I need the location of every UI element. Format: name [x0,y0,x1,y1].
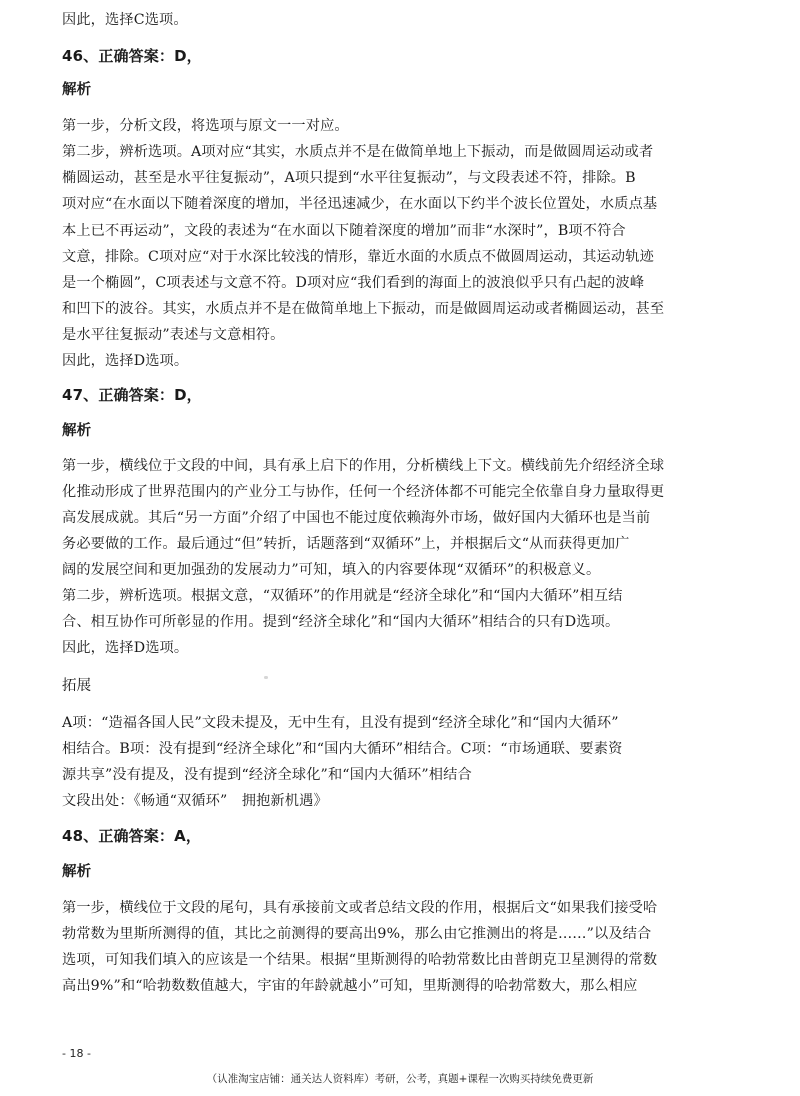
paragraph-line: 勃常数为里斯所测得的值，其比之前测得的要高出9%，那么由它推测出的将是……”以及结合 [62,926,652,942]
analysis-label: 解析 [62,423,92,439]
answer-46-conclusion: 因此，选择D选项。 [62,353,189,369]
paragraph-line: 本上已不再运动”，文段的表述为“在水面以下随着深度的增加”而非“水深时”，B项不符合 [62,223,626,239]
paragraph-line: 椭圆运动，甚至是水平往复振动”，A项只提到“水平往复振动”，与文段表述不符，排除。B [62,170,636,186]
paragraph-line: 合、相互协作可所彰显的作用。提到“经济全球化”和“国内大循环”相结合的只有D选项。 [62,614,620,630]
page-number: - 18 - [62,1047,91,1060]
paragraph-line: 务必要做的工作。最后通过“但”转折，话题落到“双循环”上，并根据后文“从而获得更加广 [62,536,630,552]
paragraph-line: 和凹下的波谷。其实，水质点并不是在做简单地上下振动，而是做圆周运动或者椭圆运动，甚至 [62,301,665,317]
paragraph-line: 高发展成就。其后“另一方面”介绍了中国也不能过度依赖海外市场，做好国内大循环也是当前 [62,510,651,526]
paragraph-line: 阔的发展空间和更加强劲的发展动力”可知，填入的内容要体现“双循环”的积极意义。 [62,562,601,578]
source-citation: 文段出处：《畅通“双循环” 拥抱新机遇》 [62,793,328,809]
paragraph-line: 第一步，横线位于文段的尾句，具有承接前文或者总结文段的作用，根据后文“如果我们接受哈 [62,900,658,916]
answer-46-heading: 46、正确答案：D， [62,47,202,65]
paragraph-line: 项对应“在水面以下随着深度的增加，半径迅速减少，在水面以下约半个波长位置处，水质点基 [62,196,658,212]
paragraph-line: 第一步，横线位于文段的中间，具有承上启下的作用，分析横线上下文。横线前先介绍经济全球 [62,458,665,474]
paragraph-line: 是水平往复振动”表述与文意相符。 [62,327,285,343]
paragraph-line: 源共享”没有提及，没有提到“经济全球化”和“国内大循环”相结合 [62,767,472,783]
paragraph-line: 第二步，辨析选项。根据文意，“双循环”的作用就是“经济全球化”和“国内大循环”相互结 [62,588,623,604]
analysis-label: 解析 [62,82,92,98]
answer-45-conclusion: 因此，选择C选项。 [62,12,188,28]
analysis-label: 解析 [62,864,92,880]
footer-note: （认准淘宝店铺：通关达人资料库）考研，公考，真题+课程一次购买持续免费更新 [206,1073,594,1085]
paragraph-line: 相结合。B项：没有提到“经济全球化”和“国内大循环”相结合。C项：“市场通联、要素资 [62,741,623,757]
paragraph-line: 选项，可知我们填入的应该是一个结果。根据“里斯测得的哈勃常数比由普朗克卫星测得的常数 [62,952,658,968]
answer-47-conclusion: 因此，选择D选项。 [62,640,189,656]
paragraph-line: 文意，排除。C项对应“对于水深比较浅的情形，靠近水面的水质点不做圆周运动，其运动轨迹 [62,249,654,265]
scan-speck [264,676,268,679]
paragraph-line: 第二步，辨析选项。A项对应“其实，水质点并不是在做简单地上下振动，而是做圆周运动或者 [62,144,654,160]
paragraph-line: 高出9%”和“哈勃数数值越大，宇宙的年龄就越小”可知，里斯测得的哈勃常数大，那么相应 [62,978,638,994]
paragraph-line: A项：“造福各国人民”文段未提及，无中生有，且没有提到“经济全球化”和“国内大循环” [62,715,619,731]
answer-47-heading: 47、正确答案：D， [62,386,202,404]
extension-label: 拓展 [62,678,92,694]
paragraph-line: 是一个椭圆”，C项表述与文意不符。D项对应“我们看到的海面上的波浪似乎只有凸起的波峰 [62,275,645,291]
paragraph-line: 化推动形成了世界范围内的产业分工与协作，任何一个经济体都不可能完全依靠自身力量取得更 [62,484,665,500]
answer-48-heading: 48、正确答案：A， [62,827,201,845]
paragraph-line: 第一步，分析文段，将选项与原文一一对应。 [62,118,349,134]
